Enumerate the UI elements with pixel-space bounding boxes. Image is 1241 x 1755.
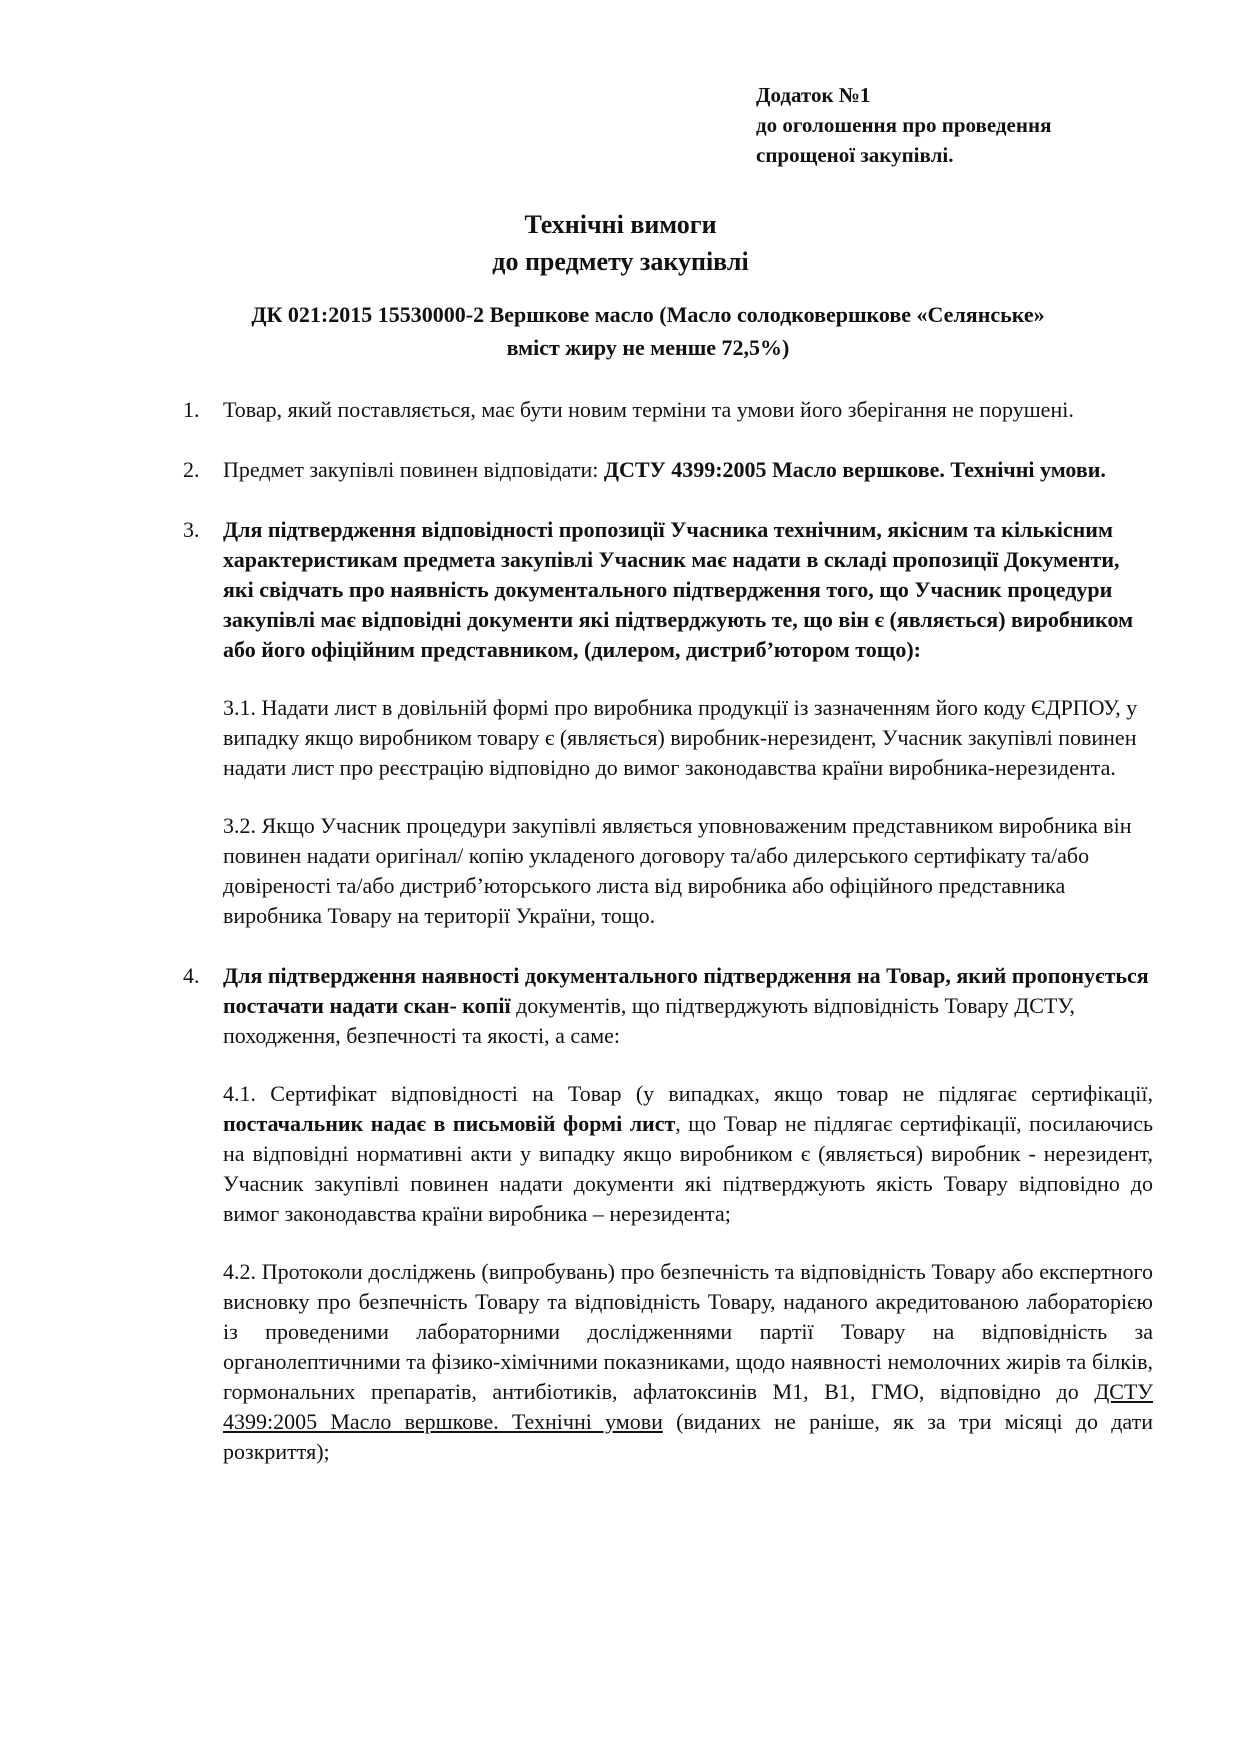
appendix-line-2: до оголошення про проведення: [756, 113, 1052, 137]
appendix-header: [756, 80, 1051, 170]
sub-item-3-1: 3.1. Надати лист в довільній формі про виробника продукції із зазначенням його коду ЄДРПОУ, у випадку якщо виробником товару є (являється) виробник-нерезидент, Учасник закупівлі повинен надати лист про реєстрацію відповідно до вимог законодавства країни виробника-нерезидента.: [223, 695, 1138, 780]
sub-item-3-2: 3.2. Якщо Учасник процедури закупівлі являється уповноваженим представником виробника він повинен надати оригінал/ копію укладеного договору та/або дилерського сертифікату та/або довіреності та/або дистриб’юторського листа від виробника або офіційного представника виробника Товару на території України, тощо.: [223, 813, 1132, 928]
list-item: [183, 515, 1153, 931]
appendix-line-3: спрощеної закупівлі.: [756, 143, 954, 167]
item-text: [223, 961, 1153, 1051]
title-line-2: до предмету закупівлі: [492, 247, 749, 276]
standard-reference-underlined: ДСТУ 4399:2005 Масло вершкове. Технічні умови: [223, 1379, 1153, 1434]
item-number: 1.: [183, 397, 200, 422]
item-number: 2.: [183, 457, 200, 482]
item-text-bold: Для підтвердження наявності документального підтвердження на Товар, який пропонується постачати надати скан- копії: [223, 963, 1149, 1018]
item-text: [223, 455, 1153, 485]
item-text-normal: Предмет закупівлі повинен відповідати:: [223, 457, 604, 482]
sub-item-4-1: [223, 1079, 1153, 1229]
item-text-normal: документів, що підтверджують відповідність Товару ДСТУ, походження, безпечності та якості, а саме:: [223, 993, 1075, 1048]
requirements-list: [183, 395, 1153, 1495]
sub-item-text: (виданих не раніше, як за три місяці до дати розкриття);: [223, 1409, 1153, 1464]
item-number: 3.: [183, 517, 200, 542]
item-text: Товар, який поставляється, має бути новим терміни та умови його зберігання не порушені.: [223, 397, 1074, 422]
sub-item-text: , що Товар не підлягає сертифікації, посилаючись на відповідні нормативні акти у випадку якщо виробником є (являється) виробник - нерезидент, Учасник закупівлі повинен надати документи які підтверджують якість Товару відповідно до вимог законодавства країни виробника – нерезидента;: [223, 1111, 1153, 1226]
standard-reference: ДСТУ 4399:2005 Масло вершкове. Технічні умови.: [603, 457, 1106, 482]
sub-item-text-bold: постачальник надає в письмовій формі лист: [223, 1111, 676, 1136]
sub-item-4-2: [223, 1257, 1153, 1467]
sub-item-text: 4.2. Протоколи досліджень (випробувань) про безпечність та відповідність Товару або експертного висновку про безпечність Товару та відповідність Товару, наданого акредитованою лабораторією із проведеними лабораторними дослідженнями партії Товару на відповідність за органолептичними та фізико-хімічними показниками, щодо наявності немолочних жирів та білків, гормональних препаратів, антибіотиків, афлатоксинів М1, В1, ГМО, відповідно до: [223, 1259, 1153, 1404]
item-number: 4.: [183, 963, 200, 988]
sub-item-text: 4.1. Сертифікат відповідності на Товар (у випадках, якщо товар не підлягає сертифікації,: [223, 1081, 1153, 1106]
document-title: [0, 206, 1241, 280]
appendix-line-1: Додаток №1: [756, 83, 871, 107]
list-item: [183, 455, 1153, 485]
subject-line-1: ДК 021:2015 15530000-2 Вершкове масло (Масло солодковершкове «Селянське»: [251, 302, 1045, 327]
title-line-1: Технічні вимоги: [524, 210, 717, 239]
list-item: [183, 961, 1153, 1467]
item-text: Для підтвердження відповідності пропозиції Учасника технічним, якісним та кількісним характеристикам предмета закупівлі Учасник має надати в складі пропозиції Документи, які свідчать про наявність документального підтвердження того, що Учасник процедури закупівлі має відповідні документи які підтверджують те, що він є (являється) виробником або його офіційним представником, (дилером, дистриб’ютором тощо):: [223, 517, 1134, 662]
subject-line-2: вміст жиру не менше 72,5%): [506, 335, 790, 360]
list-item: [183, 395, 1153, 425]
procurement-subject: [150, 298, 1146, 364]
